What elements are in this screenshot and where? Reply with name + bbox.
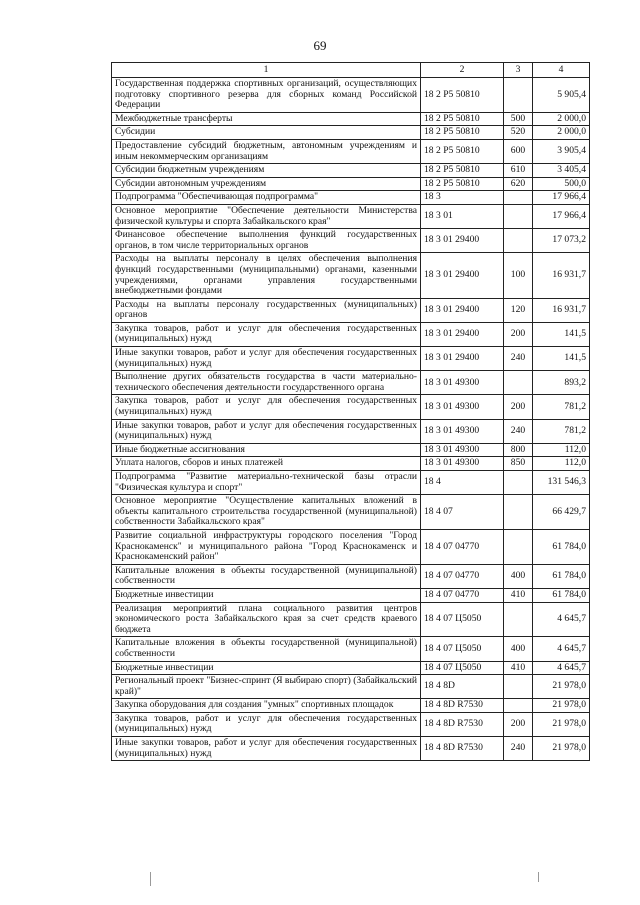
row-amount: 2 000,0 [533, 126, 590, 140]
row-code: 18 4 8D R7530 [421, 699, 504, 713]
row-type: 200 [504, 712, 533, 736]
row-name: Капитальные вложения в объекты государственной (муниципальной) собственности [112, 564, 421, 588]
row-code: 18 4 8D [421, 675, 504, 699]
row-name: Региональный проект "Бизнес-спринт (Я выбираю спорт) (Забайкальский край)" [112, 675, 421, 699]
row-name: Финансовое обеспечение выполнения функций государственных органов, в том числе территориальных органов [112, 229, 421, 253]
table-row [112, 737, 590, 761]
row-type [504, 602, 533, 637]
row-name: Межбюджетные трансферты [112, 112, 421, 126]
table-row [112, 395, 590, 419]
row-code: 18 3 01 49300 [421, 371, 504, 395]
row-code: 18 4 8D R7530 [421, 737, 504, 761]
table-row [112, 322, 590, 346]
table-row [112, 126, 590, 140]
row-name: Подпрограмма "Обеспечивающая подпрограмма" [112, 191, 421, 205]
row-type: 620 [504, 177, 533, 191]
row-code: 18 3 01 49300 [421, 443, 504, 457]
row-code: 18 2 Р5 50810 [421, 112, 504, 126]
table-row [112, 177, 590, 191]
table-row [112, 164, 590, 178]
table-row [112, 495, 590, 530]
row-type [504, 495, 533, 530]
row-name: Бюджетные инвестиции [112, 588, 421, 602]
row-code: 18 4 07 Ц5050 [421, 661, 504, 675]
row-type [504, 229, 533, 253]
row-type: 850 [504, 457, 533, 471]
row-amount: 21 978,0 [533, 737, 590, 761]
row-name: Реализация мероприятий плана социального развития центров экономического роста Забайкальского края за счет средств краевого бюджета [112, 602, 421, 637]
row-name: Расходы на выплаты персоналу государственных (муниципальных) органов [112, 298, 421, 322]
row-name: Государственная поддержка спортивных организаций, осуществляющих подготовку спортивного резерва для сборных команд Российской Федерации [112, 78, 421, 113]
row-name: Расходы на выплаты персоналу в целях обеспечения выполнения функций государственными (муниципальными) органами, казенными учреждениями, органами управления государственными внебюджетными фондами [112, 253, 421, 298]
header-col-2: 2 [421, 63, 504, 78]
row-type: 410 [504, 661, 533, 675]
row-code: 18 3 01 29400 [421, 347, 504, 371]
header-col-1: 1 [112, 63, 421, 78]
row-amount: 2 000,0 [533, 112, 590, 126]
row-name: Закупка товаров, работ и услуг для обеспечения государственных (муниципальных) нужд [112, 322, 421, 346]
row-type: 200 [504, 322, 533, 346]
table-row [112, 661, 590, 675]
row-type: 240 [504, 347, 533, 371]
row-amount: 781,2 [533, 419, 590, 443]
row-amount: 61 784,0 [533, 529, 590, 564]
row-code: 18 4 07 04770 [421, 588, 504, 602]
row-code: 18 2 Р5 50810 [421, 139, 504, 163]
table-row [112, 191, 590, 205]
table-row [112, 204, 590, 228]
row-type: 500 [504, 112, 533, 126]
table-body [112, 78, 590, 761]
row-name: Закупка товаров, работ и услуг для обеспечения государственных (муниципальных) нужд [112, 395, 421, 419]
table-row [112, 229, 590, 253]
row-amount: 500,0 [533, 177, 590, 191]
row-amount: 141,5 [533, 347, 590, 371]
row-name: Субсидии бюджетным учреждениям [112, 164, 421, 178]
row-name: Предоставление субсидий бюджетным, автономным учреждениям и иным некоммерческим организациям [112, 139, 421, 163]
table-row [112, 419, 590, 443]
table-row [112, 298, 590, 322]
table-row [112, 112, 590, 126]
row-name: Бюджетные инвестиции [112, 661, 421, 675]
row-type: 800 [504, 443, 533, 457]
row-amount: 3 405,4 [533, 164, 590, 178]
table-header [112, 63, 590, 78]
row-code: 18 3 [421, 191, 504, 205]
row-amount: 4 645,7 [533, 637, 590, 661]
header-col-3: 3 [504, 63, 533, 78]
row-name: Подпрограмма "Развитие материально-технической базы отрасли "Физическая культура и спорт" [112, 471, 421, 495]
row-code: 18 3 01 [421, 204, 504, 228]
table-row [112, 712, 590, 736]
row-code: 18 2 Р5 50810 [421, 126, 504, 140]
table-row [112, 139, 590, 163]
row-amount: 893,2 [533, 371, 590, 395]
row-code: 18 4 [421, 471, 504, 495]
table-row [112, 602, 590, 637]
table-row [112, 471, 590, 495]
row-type: 200 [504, 395, 533, 419]
row-code: 18 3 01 49300 [421, 395, 504, 419]
row-name: Иные бюджетные ассигнования [112, 443, 421, 457]
table-row [112, 457, 590, 471]
row-amount: 4 645,7 [533, 602, 590, 637]
row-type: 100 [504, 253, 533, 298]
row-code: 18 3 01 29400 [421, 229, 504, 253]
row-amount: 61 784,0 [533, 588, 590, 602]
row-amount: 781,2 [533, 395, 590, 419]
row-amount: 66 429,7 [533, 495, 590, 530]
row-code: 18 2 Р5 50810 [421, 164, 504, 178]
header-col-4: 4 [533, 63, 590, 78]
table-row [112, 371, 590, 395]
row-code: 18 4 07 Ц5050 [421, 637, 504, 661]
table-row [112, 347, 590, 371]
table-row [112, 564, 590, 588]
row-name: Капитальные вложения в объекты государственной (муниципальной) собственности [112, 637, 421, 661]
table-row [112, 253, 590, 298]
table-row [112, 699, 590, 713]
row-type [504, 204, 533, 228]
row-name: Иные закупки товаров, работ и услуг для обеспечения государственных (муниципальных) нужд [112, 737, 421, 761]
row-amount: 17 073,2 [533, 229, 590, 253]
row-name: Закупка оборудования для создания "умных" спортивных площадок [112, 699, 421, 713]
row-code: 18 2 Р5 50810 [421, 177, 504, 191]
table-row [112, 529, 590, 564]
table-row [112, 588, 590, 602]
row-amount: 4 645,7 [533, 661, 590, 675]
row-amount: 3 905,4 [533, 139, 590, 163]
row-name: Субсидии автономным учреждениям [112, 177, 421, 191]
row-type: 240 [504, 737, 533, 761]
row-code: 18 3 01 29400 [421, 298, 504, 322]
row-name: Субсидии [112, 126, 421, 140]
row-code: 18 3 01 49300 [421, 419, 504, 443]
row-name: Иные закупки товаров, работ и услуг для обеспечения государственных (муниципальных) нужд [112, 419, 421, 443]
row-amount: 21 978,0 [533, 675, 590, 699]
table-row [112, 443, 590, 457]
table-row [112, 675, 590, 699]
row-name: Основное мероприятие "Осуществление капитальных вложений в объекты капитального строительства государственной (муниципальной) собственности Забайкальского края" [112, 495, 421, 530]
row-type: 120 [504, 298, 533, 322]
row-amount: 61 784,0 [533, 564, 590, 588]
row-type: 610 [504, 164, 533, 178]
row-amount: 21 978,0 [533, 712, 590, 736]
row-code: 18 3 01 29400 [421, 253, 504, 298]
row-amount: 16 931,7 [533, 253, 590, 298]
row-name: Уплата налогов, сборов и иных платежей [112, 457, 421, 471]
row-code: 18 2 Р5 50810 [421, 78, 504, 113]
row-type: 600 [504, 139, 533, 163]
row-name: Выполнение других обязательств государства в части материально-технического обеспечения деятельности государственного органа [112, 371, 421, 395]
row-code: 18 4 07 Ц5050 [421, 602, 504, 637]
row-amount: 17 966,4 [533, 204, 590, 228]
row-type [504, 699, 533, 713]
row-type [504, 471, 533, 495]
row-code: 18 4 07 04770 [421, 564, 504, 588]
row-type [504, 78, 533, 113]
row-name: Развитие социальной инфраструктуры городского поселения "Город Краснокаменск" и муниципального района "Город Краснокаменск и Краснокаменский район" [112, 529, 421, 564]
row-code: 18 4 07 [421, 495, 504, 530]
row-type: 240 [504, 419, 533, 443]
scan-mark-left [150, 872, 151, 886]
row-amount: 17 966,4 [533, 191, 590, 205]
row-name: Закупка товаров, работ и услуг для обеспечения государственных (муниципальных) нужд [112, 712, 421, 736]
table-row [112, 78, 590, 113]
row-type: 400 [504, 564, 533, 588]
row-amount: 5 905,4 [533, 78, 590, 113]
row-type [504, 191, 533, 205]
row-amount: 21 978,0 [533, 699, 590, 713]
row-amount: 131 546,3 [533, 471, 590, 495]
scan-mark-right [538, 872, 539, 882]
table-row [112, 637, 590, 661]
row-name: Иные закупки товаров, работ и услуг для обеспечения государственных (муниципальных) нужд [112, 347, 421, 371]
page-number: 69 [313, 38, 327, 53]
row-code: 18 4 07 04770 [421, 529, 504, 564]
row-amount: 112,0 [533, 457, 590, 471]
row-amount: 16 931,7 [533, 298, 590, 322]
row-type: 520 [504, 126, 533, 140]
row-type [504, 529, 533, 564]
row-amount: 141,5 [533, 322, 590, 346]
row-type [504, 371, 533, 395]
row-code: 18 4 8D R7530 [421, 712, 504, 736]
row-type: 410 [504, 588, 533, 602]
row-amount: 112,0 [533, 443, 590, 457]
row-name: Основное мероприятие "Обеспечение деятельности Министерства физической культуры и спорта Забайкальского края" [112, 204, 421, 228]
row-type [504, 675, 533, 699]
row-code: 18 3 01 29400 [421, 322, 504, 346]
budget-table [111, 62, 590, 761]
row-type: 400 [504, 637, 533, 661]
row-code: 18 3 01 49300 [421, 457, 504, 471]
